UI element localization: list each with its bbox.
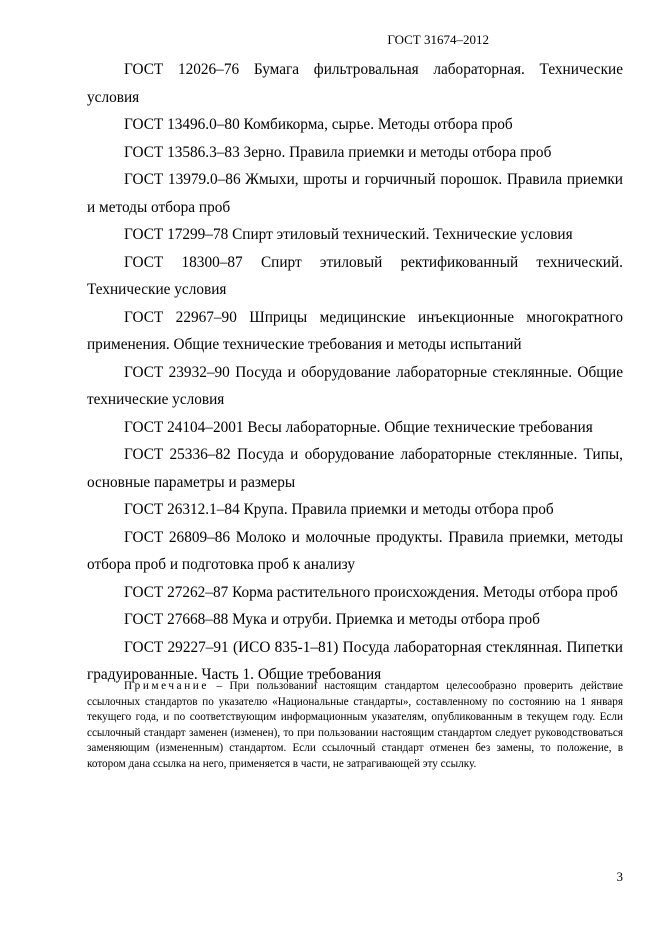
note-paragraph — [87, 679, 623, 773]
reference-item: ГОСТ 13496.0–80 Комбикорма, сырье. Методы отбора проб — [124, 116, 513, 133]
reference-item: ГОСТ 18300–87 Спирт этиловый ректификованный технический. Технические условия — [87, 253, 623, 298]
reference-item: ГОСТ 17299–78 Спирт этиловый технический. Технические условия — [124, 226, 573, 243]
reference-item: ГОСТ 13586.3–83 Зерно. Правила приемки и методы отбора проб — [124, 143, 552, 161]
note-text: – При пользовании настоящим стандартом целесообразно проверить действие ссылочных стандартов по указателю «Национальные стандарты», составленному по состоянию на 1 января текущего года, и по соответствующим информационным указателям, опубликованным в текущем году. Если ссылочный стандарт заменен (изменен), то при пользовании настоящим стандартом следует руководствоваться заменяющим (измененным) стандартом. Если ссылочный стандарт отменен без замены, то положение, в котором дана ссылка на него, применяется в части, не затрагивающей эту ссылку. — [87, 680, 623, 770]
reference-item: ГОСТ 23932–90 Посуда и оборудование лабораторные стеклянные. Общие технические условия — [87, 363, 623, 408]
reference-item: ГОСТ 13979.0–86 Жмыхи, шроты и горчичный порошок. Правила приемки и методы отбора проб — [87, 171, 623, 216]
normative-references-list — [87, 56, 623, 689]
note-label: Примечание — [124, 680, 209, 692]
reference-item: ГОСТ 22967–90 Шприцы медицинские инъекционные многократного применения. Общие технические требования и методы испытаний — [87, 308, 623, 353]
reference-item: ГОСТ 24104–2001 Весы лабораторные. Общие технические требования — [124, 418, 593, 436]
page-number: 3 — [616, 869, 623, 884]
page-header-standard-id: ГОСТ 31674–2012 — [387, 32, 489, 47]
reference-item: ГОСТ 27262–87 Корма растительного происхождения. Методы отбора проб — [124, 583, 618, 601]
reference-item: ГОСТ 26312.1–84 Крупа. Правила приемки и методы отбора проб — [124, 501, 554, 518]
reference-item: ГОСТ 26809–86 Молоко и молочные продукты. Правила приемки, методы отбора проб и подготовка проб к анализу — [87, 528, 623, 573]
reference-item: ГОСТ 27668–88 Мука и отруби. Приемка и методы отбора проб — [124, 611, 540, 628]
reference-item: ГОСТ 12026–76 Бумага фильтровальная лабораторная. Технические условия — [87, 61, 623, 106]
reference-item: ГОСТ 25336–82 Посуда и оборудование лабораторные стеклянные. Типы, основные параметры и размеры — [87, 446, 623, 491]
reference-item: ГОСТ 29227–91 (ИСО 835-1–81) Посуда лабораторная стеклянная. Пипетки градуированные. Часть 1. Общие требования — [87, 638, 623, 683]
